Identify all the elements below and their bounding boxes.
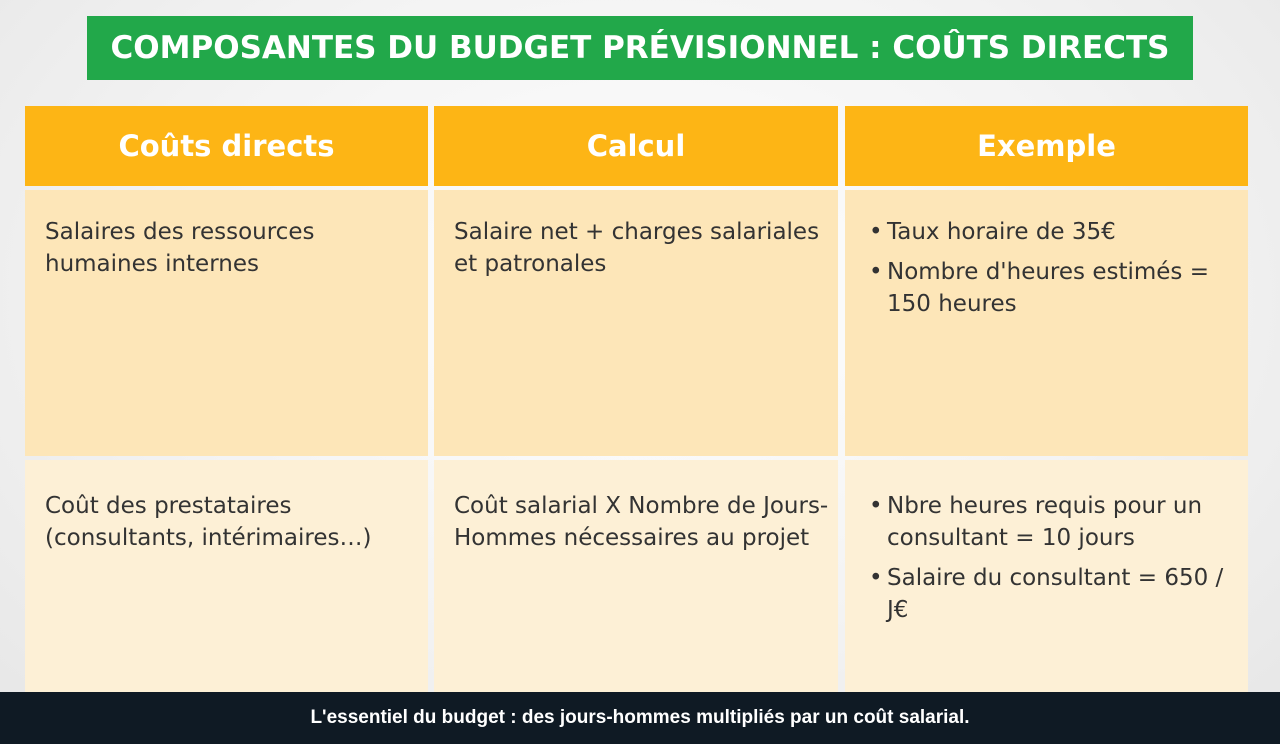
title-banner <box>87 16 1193 80</box>
subtitle-caption: L'essentiel du budget : des jours-hommes multipliés par un coût salarial. <box>310 707 970 728</box>
row1-example-list <box>865 216 1248 320</box>
header-cell-costs <box>25 106 428 186</box>
row1-cost-cell: Salaires des ressources humaines internes <box>25 190 428 456</box>
row2-calc-cell: Coût salarial X Nombre de Jours-Hommes nécessaires au projet <box>434 460 838 692</box>
row2-example-cell <box>845 460 1248 692</box>
header-label-calc: Calcul <box>586 129 686 163</box>
subtitle-caption-bar <box>0 692 1280 744</box>
list-item: • Nbre heures requis pour un consultant = 10 jours <box>865 490 1248 554</box>
row1-example-cell <box>845 190 1248 456</box>
row2-example-list <box>865 490 1248 626</box>
header-label-costs: Coûts directs <box>118 129 335 163</box>
list-item: • Salaire du consultant = 650 / J€ <box>865 562 1248 626</box>
list-item: • Nombre d'heures estimés = 150 heures <box>865 256 1248 320</box>
list-item: • Taux horaire de 35€ <box>865 216 1248 248</box>
slide-title: COMPOSANTES DU BUDGET PRÉVISIONNEL : COÛTS DIRECTS <box>110 30 1170 66</box>
row1-calc-cell: Salaire net + charges salariales et patronales <box>434 190 838 456</box>
header-cell-calc <box>434 106 838 186</box>
header-cell-example <box>845 106 1248 186</box>
row2-cost-cell: Coût des prestataires (consultants, intérimaires…) <box>25 460 428 692</box>
header-label-example: Exemple <box>977 129 1116 163</box>
